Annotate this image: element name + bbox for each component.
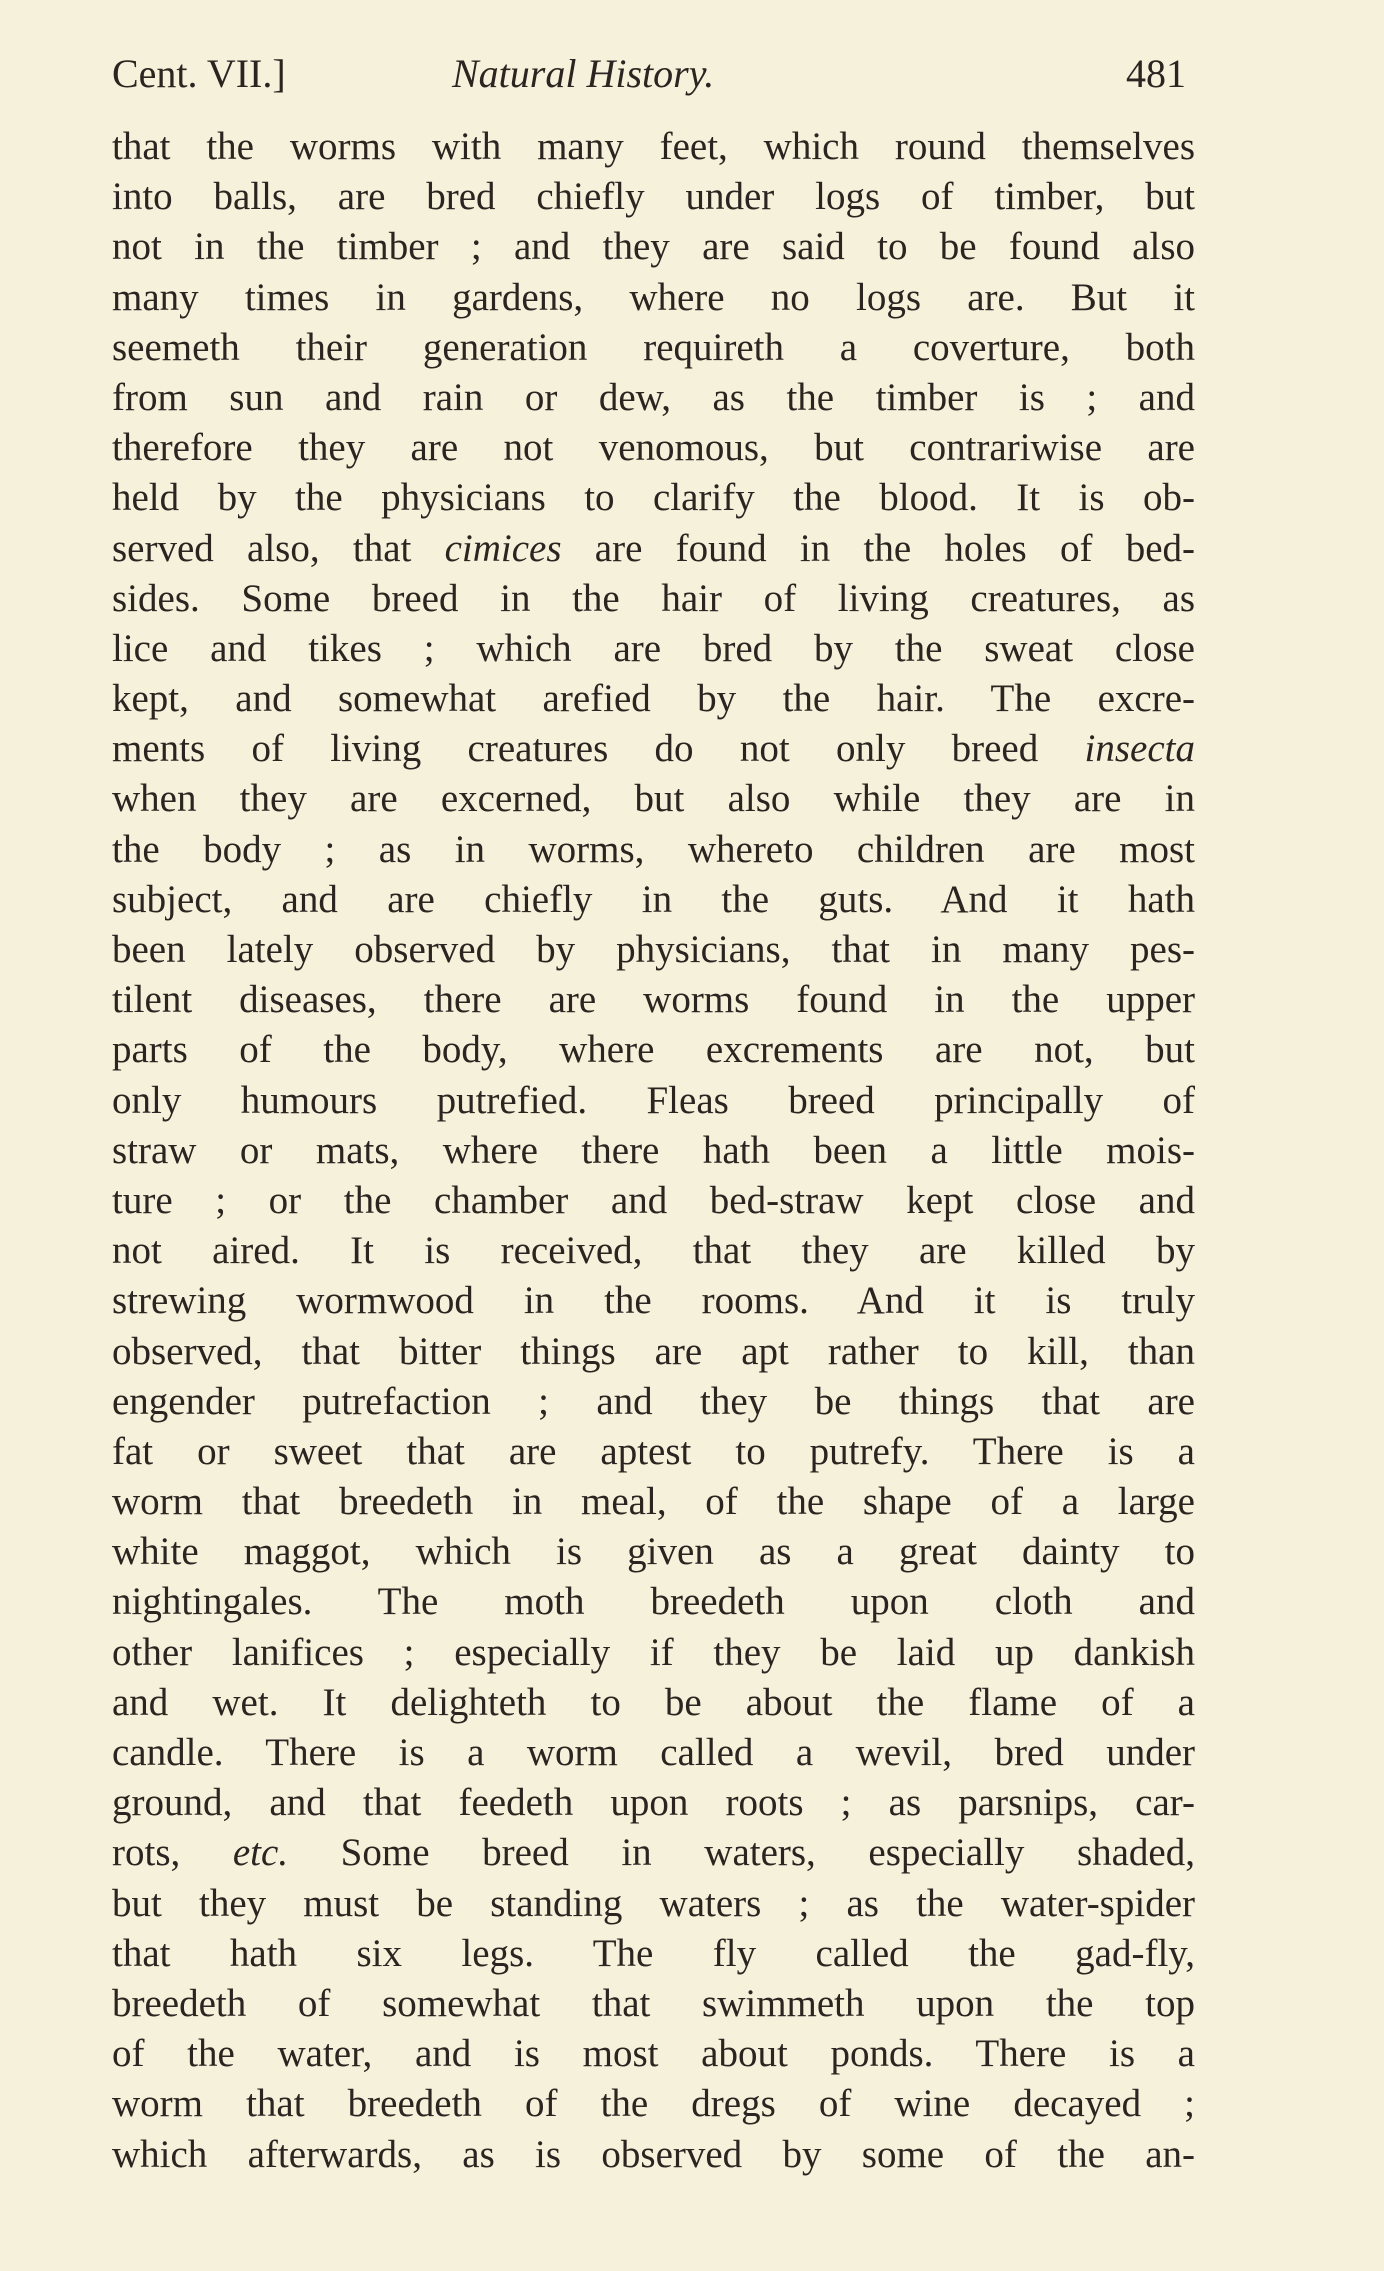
section-label: Cent. VII.] <box>112 51 286 96</box>
text-run: not aired. It is received, that they are killed by <box>112 1229 1195 1273</box>
text-line <box>112 875 1195 925</box>
text-run: many times in gardens, where no logs are. But it <box>112 275 1195 319</box>
text-line <box>112 1025 1195 1075</box>
text-line <box>112 1377 1195 1427</box>
text-line <box>112 473 1195 523</box>
text-run: ture ; or the chamber and bed-straw kept close and <box>112 1178 1195 1222</box>
text-line <box>112 1276 1195 1326</box>
text-run: but they must be standing waters ; as the water-spider <box>112 1881 1195 1925</box>
text-run: parts of the body, where excrements are not, but <box>112 1028 1195 1072</box>
body-text <box>112 122 1195 2180</box>
text-line <box>112 1527 1195 1577</box>
text-run: straw or mats, where there hath been a little mois- <box>112 1128 1195 1172</box>
text-line <box>112 825 1195 875</box>
text-line <box>112 1076 1195 1126</box>
text-run: ments of living creatures do not only breed <box>112 727 1085 771</box>
text-line <box>112 222 1195 272</box>
text-run: nightingales. The moth breedeth upon cloth and <box>112 1580 1195 1624</box>
text-run: into balls, are bred chiefly under logs of timber, but <box>112 175 1195 219</box>
text-run: been lately observed by physicians, that in many pes- <box>112 928 1195 971</box>
text-line <box>112 674 1195 724</box>
text-run: sides. Some breed in the hair of living creatures, as <box>112 576 1195 620</box>
text-line <box>112 373 1195 423</box>
text-run: not in the timber ; and they are said to be found also <box>112 225 1195 269</box>
text-line <box>112 1427 1195 1477</box>
text-run: served also, that <box>112 526 445 570</box>
text-run: lice and tikes ; which are bred by the sweat close <box>112 626 1195 670</box>
text-line <box>112 1226 1195 1276</box>
text-run: of the water, and is most about ponds. There is a <box>112 2032 1195 2076</box>
text-run: worm that breedeth in meal, of the shape of a large <box>112 1480 1195 1524</box>
text-run: are found in the holes of bed- <box>561 526 1195 570</box>
text-line <box>112 1327 1195 1377</box>
text-run: tilent diseases, there are worms found in the upper <box>112 978 1195 1022</box>
running-header <box>112 50 1186 110</box>
text-run: subject, and are chiefly in the guts. And it hath <box>112 877 1195 921</box>
text-line <box>112 122 1195 172</box>
text-run: worm that breedeth of the dregs of wine decayed ; <box>112 2082 1195 2126</box>
text-run: the body ; as in worms, whereto children are most <box>112 827 1195 871</box>
text-run: and wet. It delighteth to be about the flame of a <box>112 1680 1195 1724</box>
text-line <box>112 423 1195 473</box>
text-line <box>112 2130 1195 2180</box>
text-run: seemeth their generation requireth a coverture, both <box>112 325 1195 369</box>
text-line <box>112 323 1195 373</box>
text-run: observed, that bitter things are apt rather to kill, than <box>112 1329 1195 1373</box>
text-line <box>112 1879 1195 1929</box>
text-line <box>112 1477 1195 1527</box>
text-line <box>112 574 1195 624</box>
text-line <box>112 1929 1195 1979</box>
text-line <box>112 1979 1195 2029</box>
text-run: white maggot, which is given as a great dainty to <box>112 1530 1195 1574</box>
text-run: held by the physicians to clarify the blood. It is ob- <box>112 476 1195 520</box>
text-line <box>112 524 1195 574</box>
text-run: kept, and somewhat arefied by the hair. The excre- <box>112 677 1195 721</box>
text-run: from sun and rain or dew, as the timber is ; and <box>112 375 1195 419</box>
text-run: engender putrefaction ; and they be things that are <box>112 1379 1195 1423</box>
running-title: Natural History. <box>452 51 715 96</box>
text-run: that the worms with many feet, which round themselves <box>112 125 1195 168</box>
text-line <box>112 1828 1195 1878</box>
text-line <box>112 1176 1195 1226</box>
italic-term: etc. <box>232 1831 289 1875</box>
italic-term: cimices <box>444 526 562 570</box>
text-line <box>112 624 1195 674</box>
text-run: breedeth of somewhat that swimmeth upon the top <box>112 1981 1195 2025</box>
text-run: other lanifices ; especially if they be laid up dankish <box>112 1630 1195 1674</box>
text-run: rots, <box>112 1831 233 1875</box>
text-line <box>112 1126 1195 1176</box>
text-line <box>112 1778 1195 1828</box>
text-line <box>112 774 1195 824</box>
text-line <box>112 172 1195 222</box>
text-line <box>112 925 1195 975</box>
text-run: ground, and that feedeth upon roots ; as parsnips, car- <box>112 1781 1195 1825</box>
text-run: when they are excerned, but also while they are in <box>112 777 1195 821</box>
text-line <box>112 2079 1195 2129</box>
text-run: which afterwards, as is observed by some of the an- <box>112 2132 1195 2176</box>
text-run: Some breed in waters, especially shaded, <box>288 1831 1195 1875</box>
text-run: candle. There is a worm called a wevil, bred under <box>112 1731 1195 1774</box>
text-line <box>112 724 1195 774</box>
text-run: fat or sweet that are aptest to putrefy. There is a <box>112 1429 1195 1473</box>
text-run: strewing wormwood in the rooms. And it is truly <box>112 1279 1195 1323</box>
text-run: that hath six legs. The fly called the gad-fly, <box>112 1931 1195 1975</box>
text-line <box>112 1728 1195 1778</box>
text-line <box>112 1678 1195 1728</box>
text-run: therefore they are not venomous, but contrariwise are <box>112 426 1195 470</box>
page-number: 481 <box>1126 51 1186 96</box>
text-line <box>112 273 1195 323</box>
text-line <box>112 1628 1195 1678</box>
text-line <box>112 2029 1195 2079</box>
text-line <box>112 975 1195 1025</box>
text-line <box>112 1577 1195 1627</box>
text-run: only humours putrefied. Fleas breed principally of <box>112 1078 1195 1122</box>
italic-term: insecta <box>1084 727 1195 771</box>
